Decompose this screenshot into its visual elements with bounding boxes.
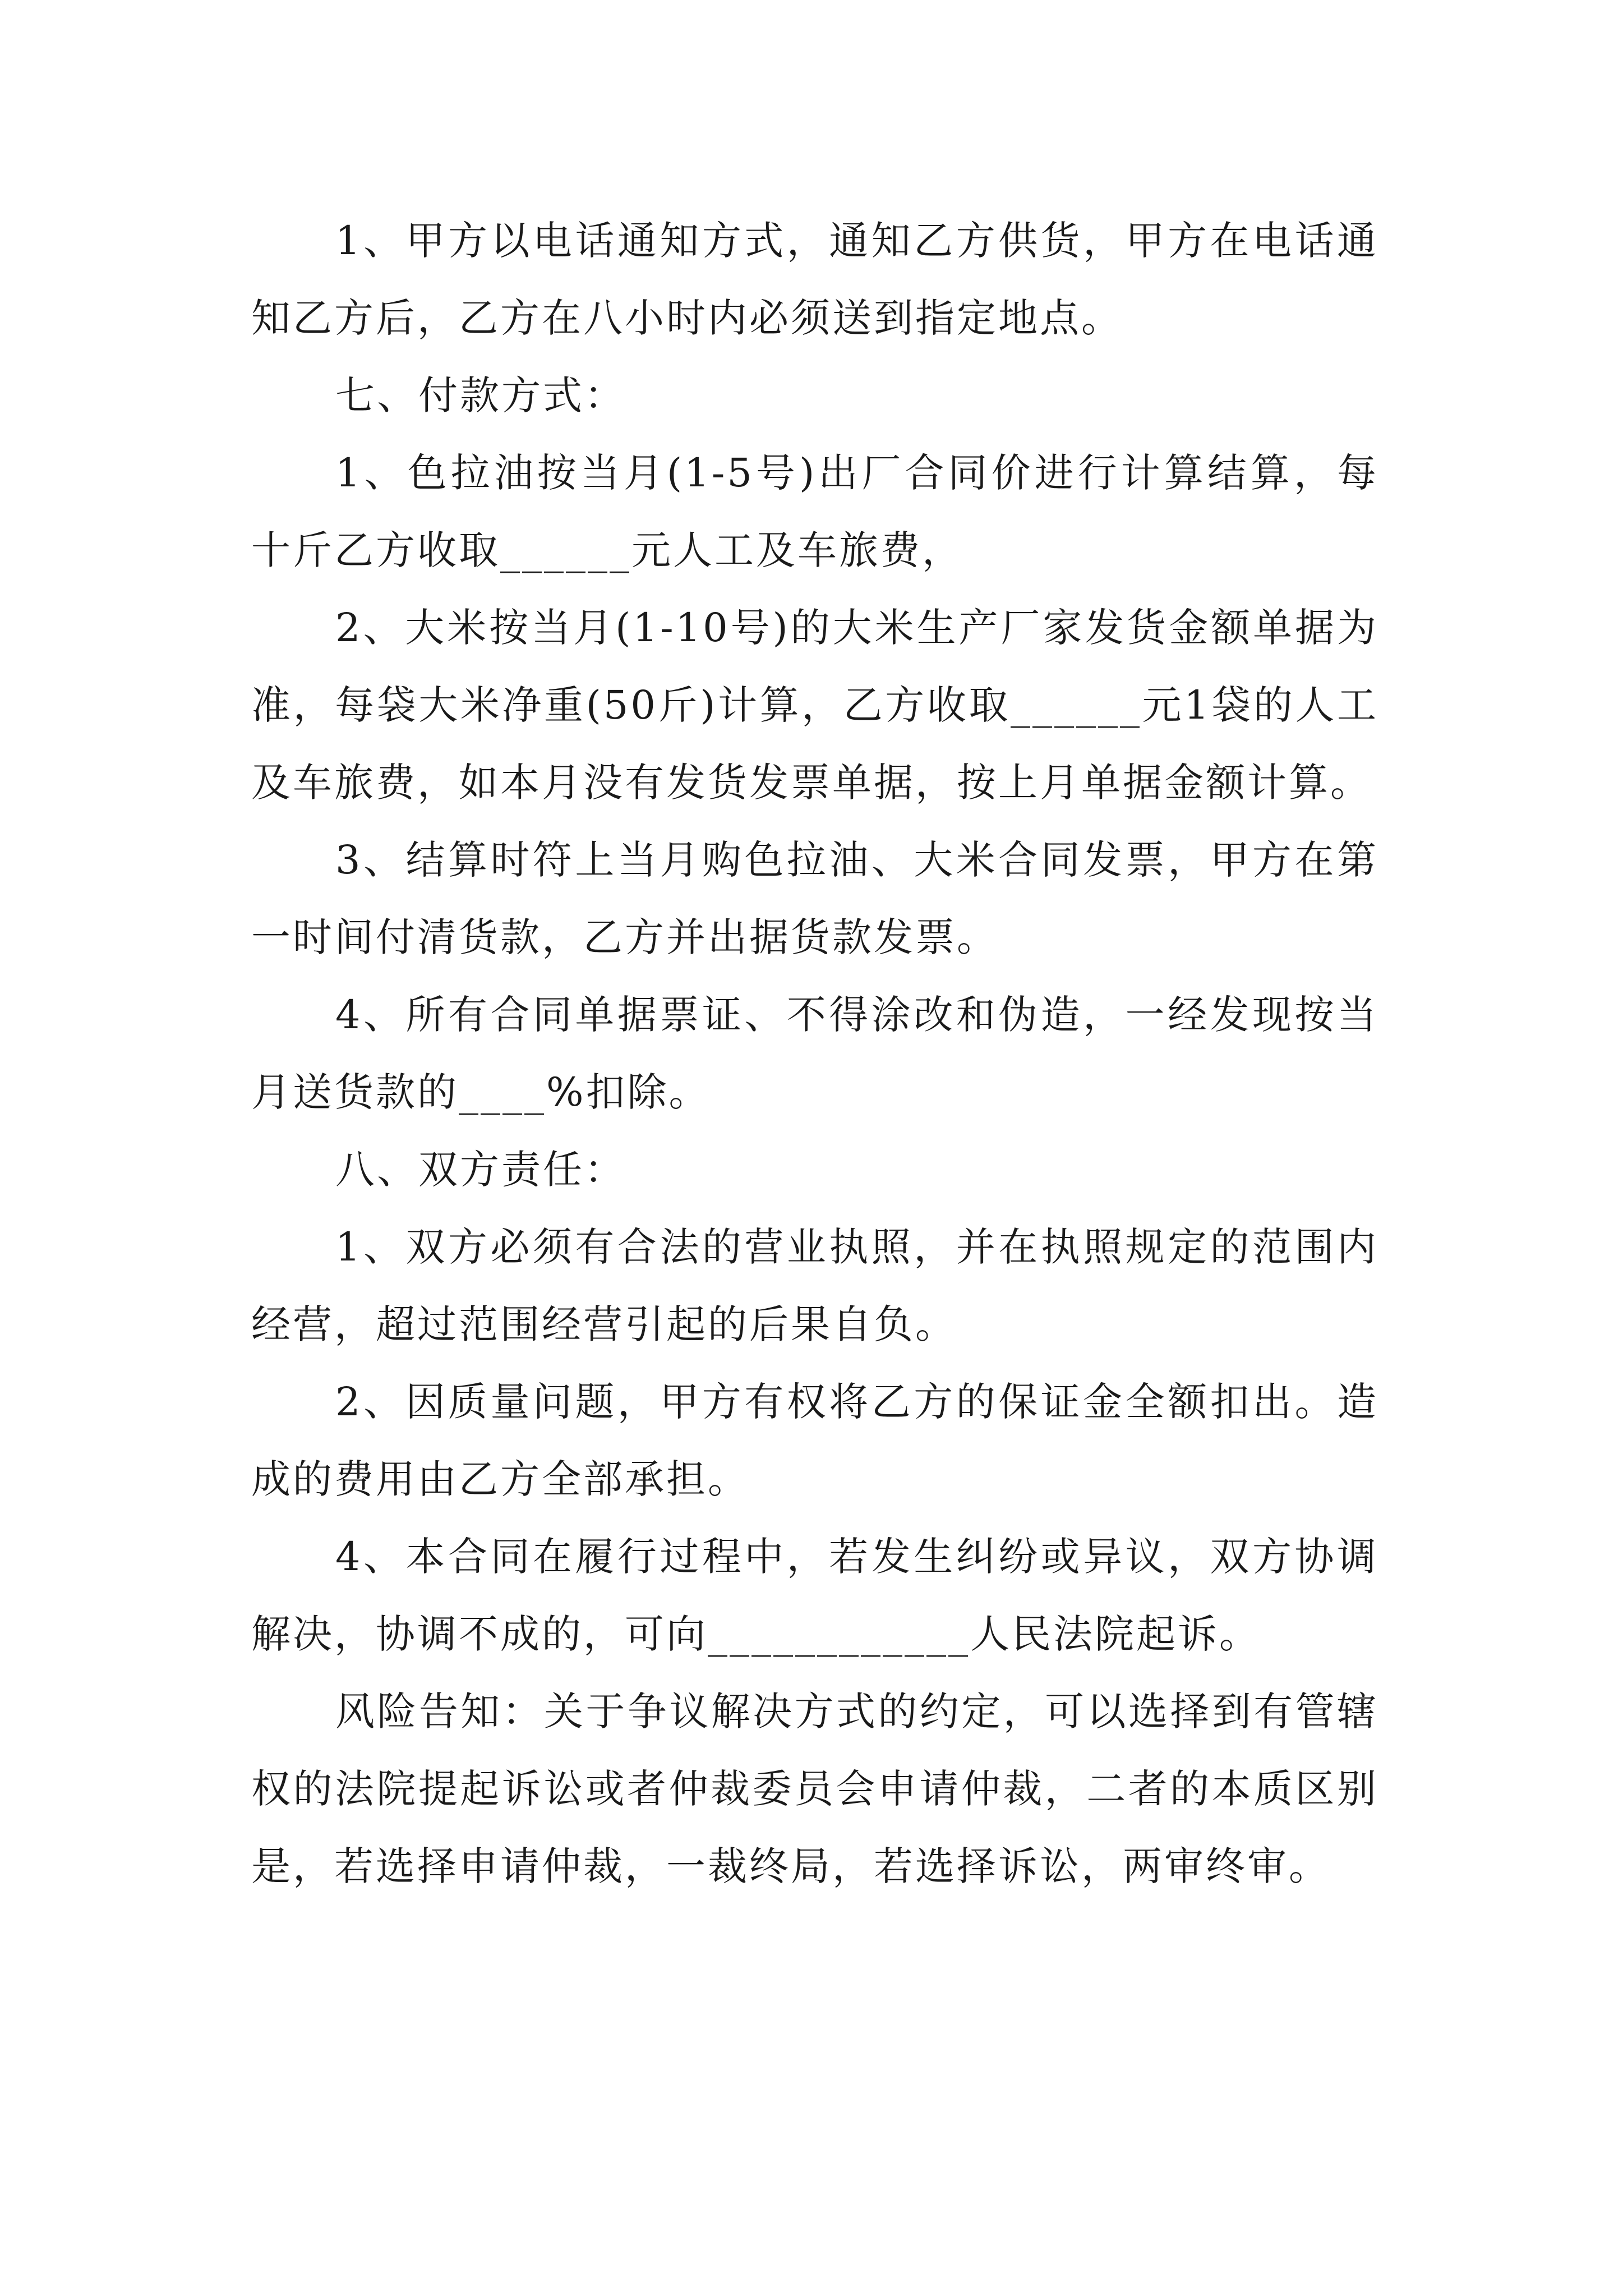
heading-responsibilities: 八、双方责任： — [335, 1147, 626, 1193]
paragraph-quality-deposit: 2、因质量问题，甲方有权将乙方的保证金全额扣出。造成的费用由乙方全部承担。 — [251, 1379, 1378, 1502]
paragraph-risk-notice: 风险告知：关于争议解决方式的约定，可以选择到有管辖权的法院提起诉讼或者仲裁委员会申请仲裁，二者的本质区别是，若选择申请仲裁，一裁终局，若选择诉讼，两审终审。 — [251, 1688, 1378, 1889]
paragraph-no-forgery: 4、所有合同单据票证、不得涂改和伪造，一经发现按当月送货款的____%扣除。 — [251, 992, 1378, 1115]
paragraph-dispute-court: 4、本合同在履行过程中，若发生纠纷或异议，双方协调解决，协调不成的，可向____________人民法院起诉。 — [251, 1534, 1378, 1657]
paragraph-invoice-payment: 3、结算时符上当月购色拉油、大米合同发票，甲方在第一时间付清货款，乙方并出据货款发票。 — [251, 837, 1378, 960]
paragraph-rice-settlement: 2、大米按当月(1-10号)的大米生产厂家发货金额单据为准，每袋大米净重(50斤)计算，乙方收取______元1袋的人工及车旅费，如本月没有发货发票单据，按上月单据金额计算。 — [251, 605, 1378, 806]
document-body — [251, 202, 1378, 1905]
heading-payment-method: 七、付款方式： — [335, 372, 626, 418]
paragraph-business-license: 1、双方必须有合法的营业执照，并在执照规定的范围内经营，超过范围经营引起的后果自负。 — [251, 1224, 1378, 1347]
paragraph-oil-settlement: 1、色拉油按当月(1-5号)出厂合同价进行计算结算，每十斤乙方收取______元人工及车旅费， — [251, 450, 1378, 573]
paragraph-delivery-notice: 1、甲方以电话通知方式，通知乙方供货，甲方在电话通知乙方后，乙方在八小时内必须送到指定地点。 — [251, 218, 1378, 341]
